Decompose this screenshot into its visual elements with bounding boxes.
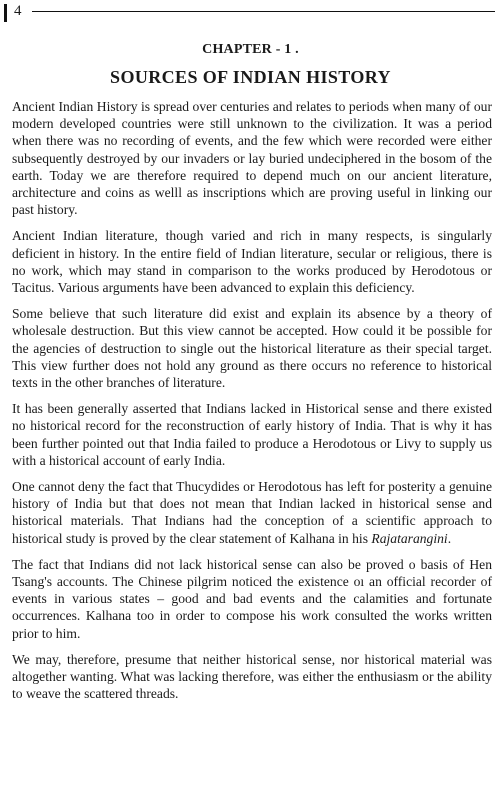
paragraph-text: It has been generally asserted that Indians lacked in Historical sense and there existed no historical record for the reconstruction of early history of India. That is why it has been further pointed out that India failed to produce a Herodotous or Livy to supply us with a historical account of early India. (12, 401, 492, 468)
paragraph-5 (12, 478, 492, 547)
paragraph-6 (12, 556, 492, 642)
paragraph-7 (12, 651, 492, 703)
page-edge-bar (4, 4, 7, 22)
header-rule (32, 11, 495, 12)
chapter-title: SOURCES OF INDIAN HISTORY (110, 67, 391, 87)
paragraph-text: We may, therefore, presume that neither historical sense, nor historical material was altogether wanting. What was lacking therefore, was either the enthusiasm or the ability to weave the scattered threads. (12, 651, 492, 702)
paragraph-4 (12, 400, 492, 469)
paragraph-text: One cannot deny the fact that Thucydides or Herodotous has left for posterity a genuine history of India but that does not mean that Indian lacked in historical sense and historical materials. That Indians had the conception of a scientific approach to historical study is proved by the clear statement of Kalhana in his (12, 479, 492, 546)
paragraph-text: The fact that Indians did not lack historical sense can also be proved o basis of Hen Tsang's accounts. The Chinese pilgrim noticed the existence oı an official recorder of events in various states – good and bad events and the calamities and fortunate occurrences. Kalhana too in order to compose his work consulted the works written prior to him. (12, 556, 492, 641)
paragraph-tail: . (447, 530, 452, 546)
paragraph-1 (12, 98, 492, 218)
paragraph-2 (12, 227, 492, 296)
paragraph-3 (12, 305, 492, 391)
page-header (0, 0, 501, 24)
body-text (12, 98, 492, 712)
page-number: 4 (14, 3, 22, 19)
paragraph-text: Some believe that such literature did exist and explain its absence by a theory of wholesale destruction. But this view cannot be accepted. How could it be possible for the agencies of destruction to single out the historical literature as their special target. This view further does not hold any ground as there occurs no reference to historical texts in the other branches of literature. (12, 306, 492, 391)
paragraph-text: Ancient Indian History is spread over centuries and relates to periods when many of our modern developed countries were still unknown to the civilization. It was a period when there was no recording of events, and the few which were recorded were either subsequently destroyed by our invaders or lay buried undeciphered in the bosom of the earth. Today we are therefore required to depend much on our ancient literature, architecture and coins as welll as inscriptions which are proving useful in linking our past history. (12, 99, 492, 218)
paragraph-text: Ancient Indian literature, though varied and rich in many respects, is singularly deficient in history. In the entire field of Indian literature, secular or religious, there is no work, which may stand in comparison to the works produced by Herodotous or Tacitus. Various arguments have been advanced to explain this deficiency. (12, 228, 492, 296)
chapter-label: CHAPTER - 1 . (202, 42, 299, 57)
book-title-italic: Rajatarangini (371, 530, 448, 546)
